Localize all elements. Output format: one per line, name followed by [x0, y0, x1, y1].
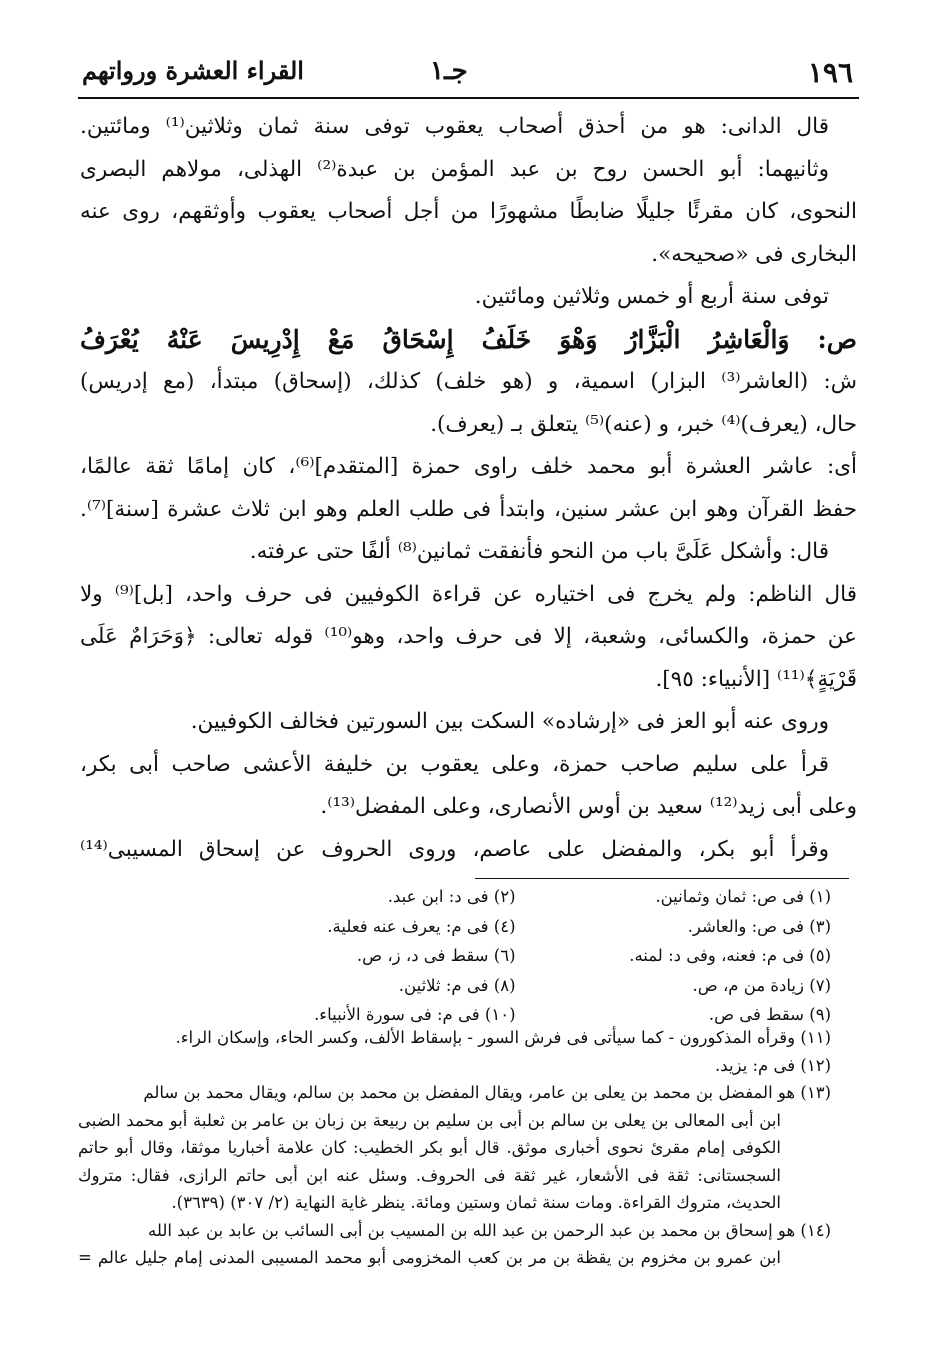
footnote: (٢) فى د: ابن عبد. — [387, 887, 516, 906]
footnote: (١٠) فى م: فى سورة الأنبياء. — [314, 1005, 516, 1024]
footnotes-short — [200, 882, 831, 1030]
text-line: حفظ القرآن وهو ابن عشر سنين، وابتدأ فى طلب العلم وهو ابن ثلاث عشرة [سنة]⁽⁷⁾. — [80, 496, 857, 522]
text-line: أى: عاشر العشرة أبو محمد خلف راوى حمزة [المتقدم]⁽⁶⁾، كان إمامًا ثقة عالمًا، — [80, 454, 857, 479]
text-line: وثانيهما: أبو الحسن روح بن عبد المؤمن بن عبدة⁽²⁾ الهذلى، مولاهم البصرى — [80, 156, 830, 182]
footnote: (١٢) فى م: يزيد. — [715, 1055, 831, 1075]
footnotes-long — [78, 1024, 831, 1272]
footnote-continuation: الكوفى إمام مقرئ نحوى أخبارى موثق. قال أبو بكر الخطيب: كان علامة أخباريا موثقا، وقال أبو حاتم — [78, 1138, 781, 1157]
page-number: ١٩٦ — [807, 56, 853, 89]
text-line: قال الدانى: هو من أحذق أصحاب يعقوب توفى سنة ثمان وثلاثين⁽¹⁾ ومائتين. — [80, 114, 829, 139]
text-line: النحوى، كان مقرئًا جليلًا ضابطًا مشهورًا من أجل أصحاب يعقوب وأوثقهم، روى عنه — [80, 199, 857, 224]
footnote-continuation: الحديث، متروك القراءة. ومات سنة ثمان وستين ومائة. ينظر غاية النهاية (٢/ ٣٠٧) (٣٦٣٩). — [171, 1193, 781, 1212]
text-line: وعلى أبى زيد⁽¹²⁾ سعيد بن أوس الأنصارى، وعلى المفضل⁽¹³⁾. — [320, 794, 857, 819]
text-line: حال، (يعرف)⁽⁴⁾ خبر، و (عنه)⁽⁵⁾ يتعلق بـ (يعرف). — [430, 411, 857, 437]
text-line: وقرأ أبو بكر، والمفضل على عاصم، وروى الحروف عن إسحاق المسيبى⁽¹⁴⁾ — [80, 836, 829, 862]
footnote-rule — [475, 878, 849, 879]
footnote-row — [200, 912, 831, 942]
footnote: (١٤) هو إسحاق بن محمد بن عبد الرحمن بن عبد الله بن المسيب بن أبى السائب بن عابد بن عبد الله — [148, 1220, 831, 1240]
text-line: قَرْيَةٍ﴾⁽¹¹⁾ [الأنبياء: ٩٥]. — [655, 666, 857, 692]
footnote-continuation: السجستانى: ثقة فى الأشعار، غير ثقة فى الحروف. وسئل عنه ابن أبى حاتم الرازى، فقال: متروك — [78, 1165, 781, 1185]
text-line: قرأ على سليم صاحب حمزة، وعلى يعقوب بن خليفة الأعشى صاحب أبى بكر، — [80, 751, 829, 777]
footnote: (١١) وقرأه المذكورون - كما سيأتى فى فرش السور - بإسقاط الألف، وكسر الحاء، وإسكان الراء. — [175, 1028, 831, 1047]
footnote-row — [200, 941, 831, 971]
text-line: قال الناظم: ولم يخرج فى اختياره عن قراءة الكوفيين فى حرف واحد، [بل]⁽⁹⁾ ولا — [80, 581, 857, 607]
footnote: (٥) فى م: فعنه، وفى د: لمنه. — [629, 946, 831, 965]
commentary-line: ش: (العاشر⁽³⁾ البزار) اسمية، و (هو خلف) كذلك، (إسحاق) مبتدأ، (مع إدريس) — [80, 369, 857, 394]
main-text — [80, 106, 857, 871]
footnote: (٨) فى م: ثلاثين. — [398, 975, 516, 995]
text-line: توفى سنة أربع أو خمس وثلاثين ومائتين. — [474, 284, 829, 309]
footnote: (١) فى ص: ثمان وثمانين. — [655, 887, 831, 906]
poem-verse: ص: وَالْعَاشِرُ الْبَزَّارُ وَهْوَ خَلَفُ إِسْحَاقُ مَعْ إِدْرِيسَ عَنْهُ يُعْرَفُ — [80, 324, 857, 354]
footnote: (٤) فى م: يعرف عنه فعلية. — [327, 916, 516, 936]
footnote-continuation: ابن عمرو بن مخزوم بن يقظة بن مر بن كعب المخزومى أبو محمد المسيبى المدنى إمام جليل عالم = — [78, 1248, 781, 1267]
text-line: عن حمزة، والكسائى، وشعبة، إلا فى حرف واحد، وهو⁽¹⁰⁾ قوله تعالى: ﴿وَحَرَامٌ عَلَى — [80, 624, 857, 649]
footnote-continuation: ابن أبى المعالى بن يعلى بن سالم بن أبى بن سليم بن ربيعة بن زبان بن عامر بن ثعلبة أبو محمد الضبى — [78, 1110, 781, 1130]
footnote-row — [200, 882, 831, 912]
running-title: القراء العشرة ورواتهم — [82, 56, 304, 85]
text-line: قال: وأشكل عَلَىَّ باب من النحو فأنفقت ثمانين⁽⁸⁾ ألفًا حتى عرفته. — [249, 539, 829, 564]
text-line: وروى عنه أبو العز فى «إرشاده» السكت بين السورتين فخالف الكوفيين. — [190, 709, 829, 734]
footnote: (٧) زيادة من م، ص. — [692, 975, 831, 995]
footnote: (٩) سقط فى ص. — [708, 1005, 831, 1024]
footnote: (١٣) هو المفضل بن محمد بن يعلى بن عامر، ويقال المفضل بن محمد بن سالم، ويقال محمد بن سالم — [143, 1083, 831, 1102]
footnote: (٦) سقط فى د، ز، ص. — [356, 946, 516, 965]
text-line: البخارى فى «صحيحه». — [651, 241, 857, 267]
footnote-row — [200, 971, 831, 1001]
header-rule — [78, 97, 859, 99]
footnote: (٣) فى ص: والعاشر. — [687, 916, 831, 936]
volume-label: جـ١ — [430, 56, 468, 86]
